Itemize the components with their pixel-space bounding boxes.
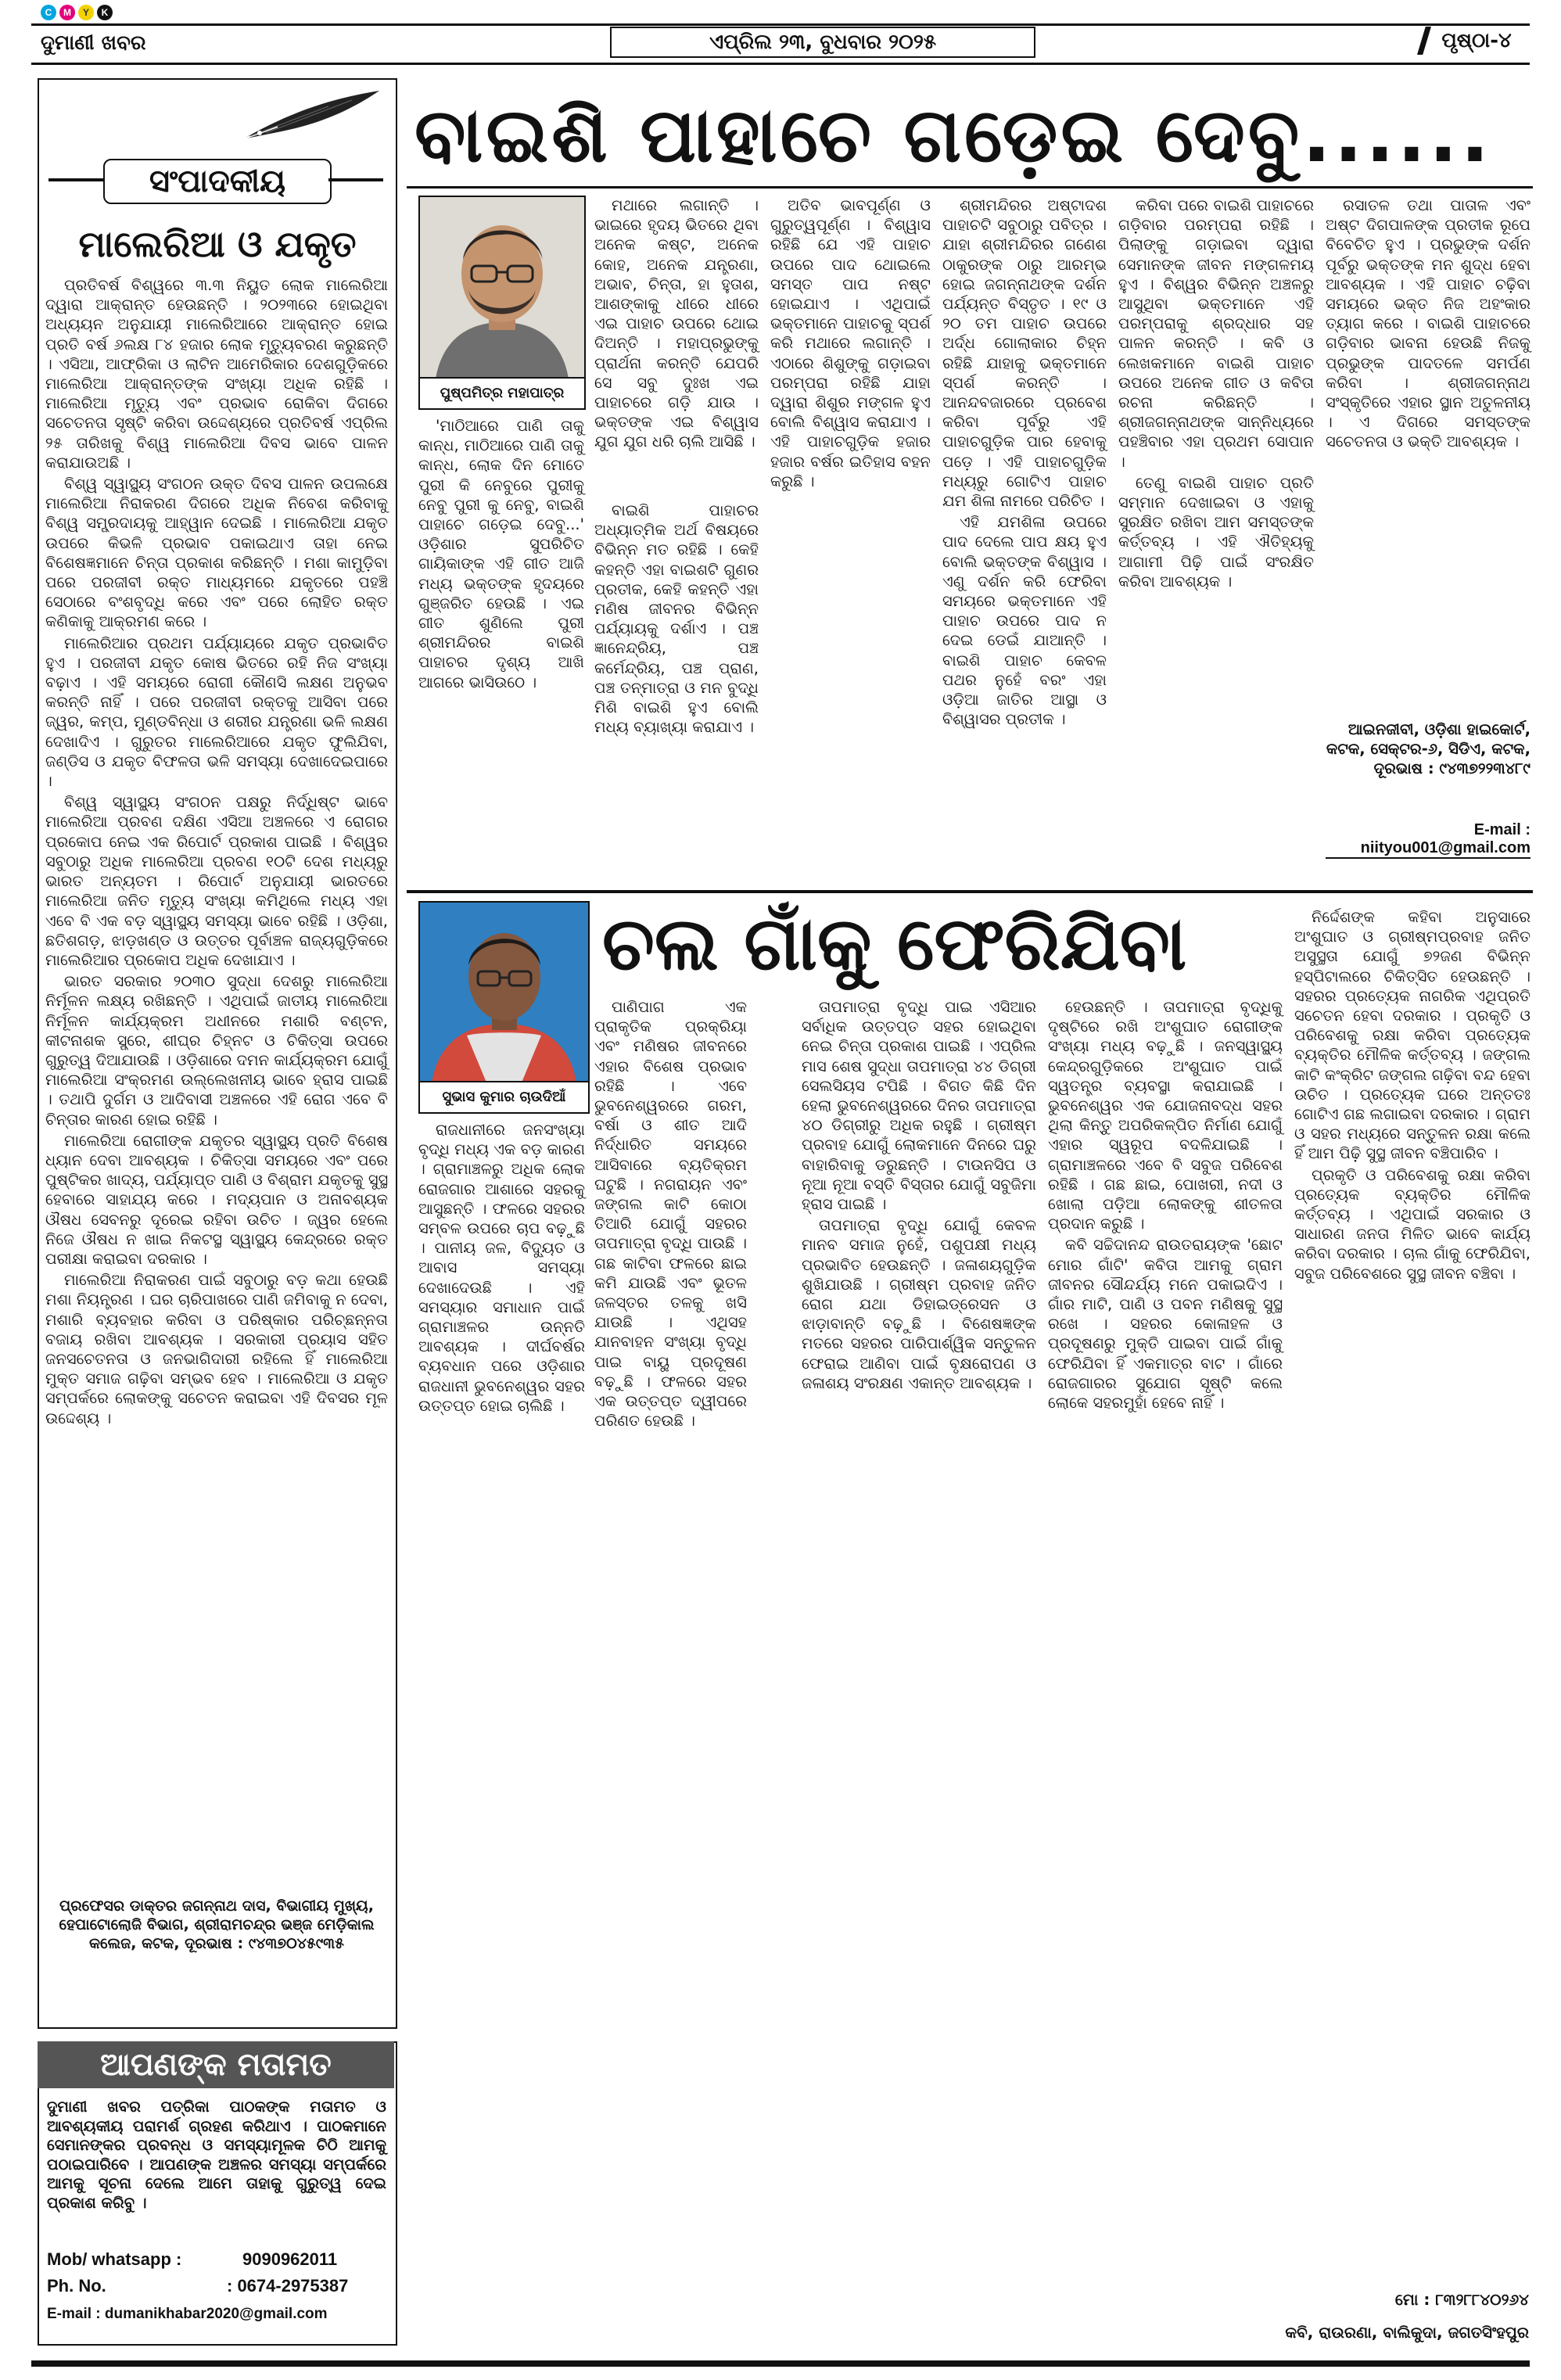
opinion-text: ଦୁମାଣୀ ଖବର ପତ୍ରିକା ପାଠକଙ୍କ ମତାମତ ଓ ଆବଶ୍ୟକୀୟ ପରାମର୍ଶ ଗ୍ରହଣ କରିଥାଏ । ପାଠକମାନେ ସେମାନଙ୍କର ପ୍ରବନ୍ଧ ଓ ସମସ୍ୟାମୂଳକ ଚିଠି ଆମକୁ ପଠାଇପାରିବେ । ଆପଣଙ୍କ ଅଞ୍ଚଳର ସମସ୍ୟା ସମ୍ପର୍କରେ ଆମକୁ ସୂଚନା ଦେଲେ ଆମେ ତାହାକୁ ଗୁରୁତ୍ୱ ଦେଇ ପ୍ରକାଶ କରିବୁ । [47,2098,386,2212]
article1-author-address: ଆଇନଜୀବୀ, ଓଡ଼ିଶା ହାଇକୋର୍ଟ, କଟକ, ସେକ୍ଟର-୬, ସିଡିଏ, କଟକ, ଦୂରଭାଷ : ୯୪୩୭୨୨୩୪୮୯ [1326,720,1530,778]
article1-col3 [942,196,1107,731]
editorial-banner [48,145,383,215]
article1-headline-rule [407,186,1533,188]
issue-date: ଏପ୍ରିଲ ୨୩, ବୁଧବାର ୨୦୨୫ [610,27,1035,58]
article1-paragraph: ଶ୍ରୀମନ୍ଦିରର ଅଷ୍ଟାଦଶ ପାହାଚଟି ସବୁଠାରୁ ପବିତ୍ର । ଯାହା ଶ୍ରୀମନ୍ଦିରର ଗଣେଶ ଠାକୁରଙ୍କ ଠାରୁ ଆରମ୍ଭ ହୋଇ ଜଗନ୍ନାଥଙ୍କ ଦର୍ଶନ ପର୍ଯ୍ୟନ୍ତ ବିସ୍ତୃତ । ୧୯ ଓ ୨୦ ତମ ପାହାଚ ଉପରେ ଅର୍ଦ୍ଧ ଗୋଲାକାର ଚିହ୍ନ ରହିଛି ଯାହାକୁ ଭକ୍ତମାନେ ସ୍ପର୍ଶ କରନ୍ତି । ଆନନ୍ଦବଜାରରେ ପ୍ରବେଶ କରିବା ପୂର୍ବରୁ ଏହି ପାହାଚଗୁଡ଼ିକ ପାର ହେବାକୁ ପଡ଼େ । ଏହି ପାହାଚଗୁଡ଼ିକ ମଧ୍ୟରୁ ଗୋଟିଏ ପାହାଚ ଯମ ଶିଳା ନାମରେ ପରିଚିତ । [942,196,1107,511]
article1-paragraph: ବାଇଶି ପାହାଚର ଅଧ୍ୟାତ୍ମିକ ଅର୍ଥ ବିଷୟରେ ବିଭିନ୍ନ ମତ ରହିଛି । କେହି କହନ୍ତି ଏହା ବାଇଶଟି ଗୁଣର ପ୍ରତୀକ, କେହି କହନ୍ତି ଏହା ମଣିଷ ଜୀବନର ବିଭିନ୍ନ ପର୍ଯ୍ୟାୟକୁ ଦର୍ଶାଏ । ପଞ୍ଚ ଜ୍ଞାନେନ୍ଦ୍ରିୟ, ପଞ୍ଚ କର୍ମେନ୍ଦ୍ରିୟ, ପଞ୍ଚ ପ୍ରାଣ, ପଞ୍ଚ ତନ୍ମାତ୍ରା ଓ ମନ ବୁଦ୍ଧି ମିଶି ବାଇଶି ହୁଏ ବୋଲି ମଧ୍ୟ ବ୍ୟାଖ୍ୟା କରାଯାଏ । [594,501,759,737]
page-number: ପୃଷ୍ଠା-୪ [1422,27,1531,55]
editorial-paragraph: ପ୍ରତିବର୍ଷ ବିଶ୍ୱରେ ୩.୩ ନିୟୁତ ଲୋକ ମାଲେରିଆ ଦ୍ୱାରା ଆକ୍ରାନ୍ତ ହେଉଛନ୍ତି । ୨୦୨୩ରେ ହୋଇଥିବା ଅଧ୍ୟୟନ ଅନୁଯାୟୀ ମାଲେରିଆରେ ଆକ୍ରାନ୍ତ ହୋଇ ପ୍ରତି ବର୍ଷ ୬ଲକ୍ଷ ୮୪ ହଜାର ଲୋକ ମୃତ୍ୟୁବରଣ କରୁଛନ୍ତି । ଏସିଆ, ଆଫ୍ରିକା ଓ ଲାଟିନ ଆମେରିକାର ଦେଶଗୁଡ଼ିକରେ ମାଲେରିଆ ଆକ୍ରାନ୍ତଙ୍କ ସଂଖ୍ୟା ଅଧିକ ରହିଛି । ମାଲେରିଆ ମୃତ୍ୟୁ ଏବଂ ପ୍ରଭାବ ରୋକିବା ଦିଗରେ ସଚେତନତା ସୃଷ୍ଟି କରିବା ଉଦ୍ଦେଶ୍ୟରେ ପ୍ରତିବର୍ଷ ଏପ୍ରିଲ ୨୫ ତାରିଖକୁ ବିଶ୍ୱ ମାଲେରିଆ ଦିବସ ଭାବେ ପାଳନ କରାଯାଉଅଛି । [45,276,388,472]
cmyk-magenta-dot: M [59,5,75,20]
article1-paragraph: ଅତିବ ଭାବପୂର୍ଣ୍ଣ ଓ ଗୁରୁତ୍ୱପୂର୍ଣ୍ଣ । ବିଶ୍ୱାସ ରହିଛି ଯେ ଏହି ପାହାଚ ଉପରେ ପାଦ ଥୋଇଲେ ସମସ୍ତ ପାପ ନଷ୍ଟ ହୋଇଯାଏ । ଏଥିପାଇଁ ଭକ୍ତମାନେ ପାହାଚକୁ ସ୍ପର୍ଶ କରି ମଥାରେ ଲଗାନ୍ତି । ଏଠାରେ ଶିଶୁଙ୍କୁ ଗଡ଼ାଇବା ପରମ୍ପରା ରହିଛି ଯାହା ଦ୍ୱାରା ଶିଶୁର ମଙ୍ଗଳ ହୁଏ ବୋଲି ବିଶ୍ୱାସ କରାଯାଏ । ଏହି ପାହାଚଗୁଡ଼ିକ ହଜାର ହଜାର ବର୍ଷର ଇତିହାସ ବହନ କରୁଛି । [770,196,931,490]
cmyk-yellow-dot: Y [78,5,94,20]
article2-photo-caption: ସୁଭାସ କୁମାର ଚାଉଦିଆଁ [420,1081,588,1112]
article2-paragraph: ନିର୍ଦ୍ଦେଶଙ୍କ କହିବା ଅନୁସାରେ ଅଂଶୁଘାତ ଓ ଗ୍ରୀଷ୍ମପ୍ରବାହ ଜନିତ ଅସୁସ୍ଥତା ଯୋଗୁଁ ୭୨ଜଣ ବିଭିନ୍ନ ହସ୍ପିଟାଲରେ ଚିକିତ୍ସିତ ହେଉଛନ୍ତି । ସହରର ପ୍ରତ୍ୟେକ ନାଗରିକ ଏଥିପ୍ରତି ସଚେତନ ହେବା ଦରକାର । ପ୍ରକୃତି ଓ ପରିବେଶକୁ ରକ୍ଷା କରିବା ପ୍ରତ୍ୟେକ ବ୍ୟକ୍ତିର ମୌଳିକ କର୍ତ୍ତବ୍ୟ । ଜଙ୍ଗଲ କାଟି କଂକ୍ରିଟ ଜଙ୍ଗଲ ଗଢ଼ିବା ବନ୍ଦ ହେବା ଉଚିତ । ପ୍ରତ୍ୟେକ ଘରେ ଅନ୍ତତଃ ଗୋଟିଏ ଗଛ ଲଗାଇବା ଦରକାର । ଗ୍ରାମ ଓ ସହର ମଧ୍ୟରେ ସନ୍ତୁଳନ ରକ୍ଷା କଲେ ହିଁ ଆମ ପିଢ଼ି ସୁସ୍ଥ ଜୀବନ ବଞ୍ଚିପାରିବ । [1294,908,1530,1163]
paper-name: ଦୁମାଣୀ ଖବର [41,31,146,55]
email-label: E-mail : [47,2306,101,2322]
article1-paragraph: ମଥାରେ ଲଗାନ୍ତି । ଭାଇରେ ହୃଦୟ ଭିତରେ ଥିବା ଅନେକ କଷ୍ଟ, ଅନେକ କୋହ, ଅନେକ ଯନ୍ତ୍ରଣା, ଅଭାବ, ଚିନ୍ତା, ହା ହୁତାଶ, ଆଶଙ୍କାକୁ ଧୀରେ ଧୀରେ ଏଇ ପାହାଚ ଉପରେ ଥୋଇ ଦିଅନ୍ତି । ମହାପ୍ରଭୁଙ୍କୁ ପ୍ରାର୍ଥନା କରନ୍ତି ଯେପରି ସେ ସବୁ ଦୁଃଖ ଏଇ ପାହାଚରେ ଗଡ଼ି ଯାଉ । ଭକ୍ତଙ୍କ ଏଇ ବିଶ୍ୱାସ ଯୁଗ ଯୁଗ ଧରି ଚାଲି ଆସିଛି । [594,196,759,451]
masthead-bottom-rule [31,63,1530,65]
article1-author-photo [418,196,586,410]
article2-col1-continued [418,1120,585,1417]
contact-email [47,2306,328,2323]
editorial-signature: ପ୍ରଫେସର ଡାକ୍ତର ଜଗନ୍ନାଥ ଦାସ, ବିଭାଗୀୟ ମୁଖ୍ୟ, ହେପାଟୋଲୋଜି ବିଭାଗ, ଶ୍ରୀରାମଚନ୍ଦ୍ର ଭଞ୍ଜ ମେଡ଼ିକାଲ କଲେଜ, କଟକ, ଦୂରଭାଷ : ୯୪୩୭୦୪୫୯୩୫ [59,1897,375,1952]
article1-photo-caption: ପୁଷ୍ପମିତ୍ର ମହାପାତ୍ର [420,377,584,408]
author-portrait-image [420,903,588,1082]
phone-number[interactable]: : 0674-2975387 [227,2276,349,2296]
article2-paragraph: ରାଜଧାନୀରେ ଜନସଂଖ୍ୟା ବୃଦ୍ଧି ମଧ୍ୟ ଏକ ବଡ଼ କାରଣ । ଗ୍ରାମାଞ୍ଚଳରୁ ଅଧିକ ଲୋକ ରୋଜଗାର ଆଶାରେ ସହରକୁ ଆସୁଛନ୍ତି । ଫଳରେ ସହରର ସମ୍ବଳ ଉପରେ ଚାପ ବଢ଼ୁଛି । ପାନୀୟ ଜଳ, ବିଦ୍ୟୁତ ଓ ଆବାସ ସମସ୍ୟା ଦେଖାଦେଉଛି । ଏହି ସମସ୍ୟାର ସମାଧାନ ପାଇଁ ଗ୍ରାମାଞ୍ଚଳର ଉନ୍ନତି ଆବଶ୍ୟକ । ଦୀର୍ଘବର୍ଷର ବ୍ୟବଧାନ ପରେ ଓଡ଼ିଶାର ରାଜଧାନୀ ଭୁବନେଶ୍ୱର ସହର ଉତ୍ତପ୍ତ ହୋଇ ଚାଲିଛି । [418,1121,585,1415]
article1-col1b [418,416,584,694]
contact-phone [47,2276,349,2296]
editorial-label: ସଂପାଦକୀୟ [103,159,332,204]
editorial-paragraph: ବିଶ୍ୱ ସ୍ୱାସ୍ଥ୍ୟ ସଂଗଠନ ଉକ୍ତ ଦିବସ ପାଳନ ଉପଲକ୍ଷେ ମାଲେରିଆ ନିରାକରଣ ଦିଗରେ ଅଧିକ ନିବେଶ କରିବାକୁ ବିଶ୍ୱ ସମ୍ପ୍ରଦାୟକୁ ଆହ୍ୱାନ ଦେଇଛି । ମାଲେରିଆ ଯକୃତ ଉପରେ କିଭଳି ପ୍ରଭାବ ପକାଇଥାଏ ତାହା ନେଇ ବିଶେଷଜ୍ଞମାନେ ଚିନ୍ତା ପ୍ରକାଶ କରିଛନ୍ତି । ମଶା କାମୁଡ଼ିବା ପରେ ପରଜୀବୀ ରକ୍ତ ମାଧ୍ୟମରେ ଯକୃତରେ ପହଞ୍ଚି ସେଠାରେ ବଂଶବୃଦ୍ଧି କରେ ଏବଂ ପରେ ଲୋହିତ ରକ୍ତ କଣିକାକୁ ଆକ୍ରମଣ କରେ । [45,475,388,631]
article1-paragraph: ରସାତଳ ତଥା ପାତାଳ ଏବଂ ଅଷ୍ଟ ଦିଗପାଳଙ୍କ ପ୍ରତୀକ ରୂପେ ବିବେଚିତ ହୁଏ । ପ୍ରଭୁଙ୍କ ଦର୍ଶନ ପୂର୍ବରୁ ଭକ୍ତଙ୍କ ମନ ଶୁଦ୍ଧ ହେବା ଆବଶ୍ୟକ । ଏହି ପାହାଚ ଚଢ଼ିବା ସମୟରେ ଭକ୍ତ ନିଜ ଅହଂକାର ତ୍ୟାଗ କରେ । ବାଇଶି ପାହାଚରେ ଗଡ଼ିବାର ଭାବନା ହେଉଛି ନିଜକୁ ପ୍ରଭୁଙ୍କ ପାଦତଳେ ସମର୍ପଣ କରିବା । ଶ୍ରୀଜଗନ୍ନାଥ ସଂସ୍କୃତିରେ ଏହାର ସ୍ଥାନ ଅତୁଳନୀୟ । ଏ ଦିଗରେ ସମସ୍ତଙ୍କ ସଚେତନତା ଓ ଭକ୍ତି ଆବଶ୍ୟକ । [1326,196,1530,451]
contact-mobile [47,2249,338,2270]
article1-paragraph: କରିବା ପରେ ବାଇଶି ପାହାଚରେ ଗଡ଼ିବାର ପରମ୍ପରା ରହିଛି । ପିଲାଙ୍କୁ ଗଡ଼ାଇବା ଦ୍ୱାରା ସେମାନଙ୍କ ଜୀବନ ମଙ୍ଗଳମୟ ହୁଏ । ବିଶ୍ୱର ବିଭିନ୍ନ ଅଞ୍ଚଳରୁ ଆସୁଥିବା ଭକ୍ତମାନେ ଏହି ପରମ୍ପରାକୁ ଶ୍ରଦ୍ଧାର ସହ ପାଳନ କରନ୍ତି । କବି ଓ ଲେଖକମାନେ ବାଇଶି ପାହାଚ ଉପରେ ଅନେକ ଗୀତ ଓ କବିତା ରଚନା କରିଛନ୍ତି । ଶ୍ରୀଜଗନ୍ନାଥଙ୍କ ସାନ୍ନିଧ୍ୟରେ ପହଞ୍ଚିବାର ଏହା ପ୍ରଥମ ସୋପାନ । [1118,196,1314,471]
article2-paragraph: ତାପମାତ୍ରା ବୃଦ୍ଧି ପାଇ ଏସିଆର ସର୍ବାଧିକ ଉତ୍ତପ୍ତ ସହର ହୋଇଥିବା ନେଇ ଚିନ୍ତା ପ୍ରକାଶ ପାଇଛି । ଏପ୍ରିଲ ମାସ ଶେଷ ସୁଦ୍ଧା ତାପମାତ୍ରା ୪୪ ଡିଗ୍ରୀ ସେଲସିୟସ ଟପିଛି । ବିଗତ କିଛି ଦିନ ହେଲା ଭୁବନେଶ୍ୱରରେ ଦିନର ତାପମାତ୍ରା ୪୦ ଡିଗ୍ରୀରୁ ଅଧିକ ରହୁଛି । ଗ୍ରୀଷ୍ମ ପ୍ରବାହ ଯୋଗୁଁ ଲୋକମାନେ ଦିନରେ ଘରୁ ବାହାରିବାକୁ ଡରୁଛନ୍ତି । ଟାଉନସିପ ଓ ନୂଆ ନୂଆ ବସ୍ତି ବିସ୍ତାର ଯୋଗୁଁ ସବୁଜିମା ହ୍ରାସ ପାଇଛି । [802,998,1036,1214]
article2-author-phone[interactable]: ମୋ : ୮୩୨୮୮୪୦୨୬୪ [1394,2290,1529,2309]
article2-col3 [1048,997,1283,1414]
email-address[interactable]: dumanikhabar2020@gmail.com [104,2306,328,2322]
editorial-body [45,275,388,1430]
article2-author-photo [418,901,590,1114]
article1-col4 [1118,196,1314,593]
article1-col2 [770,196,931,493]
article1-headline: ବାଇଶି ପାହାଚେ ଗଡ଼େଇ ଦେବୁ...... [414,92,1493,179]
article2-col1 [594,997,747,1432]
mobile-number[interactable]: 9090962011 [242,2249,338,2269]
editorial-paragraph: ମାଲେରିଆ ନିରାକରଣ ପାଇଁ ସବୁଠାରୁ ବଡ଼ କଥା ହେଉଛି ମଶା ନିୟନ୍ତ୍ରଣ । ଘର ଚାରିପାଖରେ ପାଣି ଜମିବାକୁ ନ ଦେବା, ମଶାରି ବ୍ୟବହାର କରିବା ଓ ପରିଷ୍କାର ପରିଚ୍ଛନ୍ନତା ବଜାୟ ରଖିବା ଆବଶ୍ୟକ । ସରକାରୀ ପ୍ରୟାସ ସହିତ ଜନସଚେତନତା ଓ ଜନଭାଗିଦାରୀ ରହିଲେ ହିଁ ମାଲେରିଆ ମୁକ୍ତ ସମାଜ ଗଢ଼ିବା ସମ୍ଭବ ହେବ । ମାଲେରିଆ ଓ ଯକୃତ ସମ୍ପର୍କରେ ଲୋକଙ୍କୁ ସଚେତନ କରାଇବା ଏହି ଦିବସର ମୂଳ ଉଦ୍ଦେଶ୍ୟ । [45,1271,388,1427]
editorial-paragraph: ମାଲେରିଆ ରୋଗୀଙ୍କ ଯକୃତର ସ୍ୱାସ୍ଥ୍ୟ ପ୍ରତି ବିଶେଷ ଧ୍ୟାନ ଦେବା ଆବଶ୍ୟକ । ଚିକିତ୍ସା ସମୟରେ ଏବଂ ପରେ ପୁଷ୍ଟିକର ଖାଦ୍ୟ, ପର୍ଯ୍ୟାପ୍ତ ପାଣି ଓ ବିଶ୍ରାମ ଯକୃତକୁ ସୁସ୍ଥ ହେବାରେ ସାହାଯ୍ୟ କରେ । ମଦ୍ୟପାନ ଓ ଅନାବଶ୍ୟକ ଔଷଧ ସେବନରୁ ଦୂରେଇ ରହିବା ଉଚିତ । ଜ୍ୱର ହେଲେ ନିଜେ ଔଷଧ ନ ଖାଇ ନିକଟସ୍ଥ ସ୍ୱାସ୍ଥ୍ୟ କେନ୍ଦ୍ରରେ ରକ୍ତ ପରୀକ୍ଷା କରାଇବା ଦରକାର । [45,1131,388,1268]
article2-col2 [802,997,1036,1395]
author-portrait-image [420,197,584,379]
article1-email[interactable]: niityou001@gmail.com [1326,839,1530,859]
banner-rule-right [328,178,383,181]
article2-headline: ଚଲ ଗାଁକୁ ଫେରିଯିବା [602,902,1187,987]
article1-paragraph: 'ମାଠିଆରେ ପାଣି ତାକୁ କାନ୍ଧ, ମାଠିଆରେ ପାଣି ତାକୁ କାନ୍ଧ, ଲୋକ ଦିନ ମୋତେ ପୁରୀ କି ନେବୁରେ ପୁରୀକୁ ନେବୁ ପୁରୀ କୁ ନେବୁ, ବାଇଶି ପାହାଚେ ଗଡ଼େଇ ଦେବୁ...' ଓଡ଼ିଶାର ସୁପରିଚିତ ଗାୟିକାଙ୍କ ଏହି ଗୀତ ଆଜି ମଧ୍ୟ ଭକ୍ତଙ୍କ ହୃଦୟରେ ଗୁଞ୍ଜରିତ ହେଉଛି । ଏଇ ଗୀତ ଶୁଣିଲେ ପୁରୀ ଶ୍ରୀମନ୍ଦିରର ବାଇଶି ପାହାଚର ଦୃଶ୍ୟ ଆଖି ଆଗରେ ଭାସିଉଠେ । [418,417,584,691]
article2-author-info [1220,2290,1529,2342]
article1-author-info [1326,720,1530,779]
editorial-paragraph: ବିଶ୍ୱ ସ୍ୱାସ୍ଥ୍ୟ ସଂଗଠନ ପକ୍ଷରୁ ନିର୍ଦ୍ଧିଷ୍ଟ ଭାବେ ମାଲେରିଆ ପ୍ରବଣ ଦକ୍ଷିଣ ଏସିଆ ଅଞ୍ଚଳରେ ଏ ରୋଗର ପ୍ରକୋପ ନେଇ ଏକ ରିପୋର୍ଟ ପ୍ରକାଶ ପାଇଛି । ବିଶ୍ୱର ସବୁଠାରୁ ଅଧିକ ମାଲେରିଆ ପ୍ରବଣ ୧୦ଟି ଦେଶ ମଧ୍ୟରୁ ଭାରତ ଅନ୍ୟତମ । ରିପୋର୍ଟ ଅନୁଯାୟୀ ଭାରତରେ ମାଲେରିଆ ଜନିତ ମୃତ୍ୟୁ ସଂଖ୍ୟା କମିଥିଲେ ମଧ୍ୟ ଏହା ଏବେ ବି ଏକ ବଡ଼ ସ୍ୱାସ୍ଥ୍ୟ ସମସ୍ୟା ଭାବେ ରହିଛି । ଓଡ଼ିଶା, ଛତିଶଗଡ଼, ଝାଡ଼ଖଣ୍ଡ ଓ ଉତ୍ତର ପୂର୍ବାଞ୍ଚଳ ରାଜ୍ୟଗୁଡ଼ିକରେ ମାଲେରିଆର ପ୍ରକୋପ ଅଧିକ ଦେଖାଯାଏ । [45,793,388,969]
article1-col1c [594,501,759,738]
opinion-heading: ଆପଣଙ୍କ ମତାମତ [38,2041,394,2088]
article2-paragraph: ତାପମାତ୍ରା ବୃଦ୍ଧି ଯୋଗୁଁ କେବଳ ମାନବ ସମାଜ ନୁହେଁ, ପଶୁପକ୍ଷୀ ମଧ୍ୟ ପ୍ରଭାବିତ ହେଉଛନ୍ତି । ଜଳାଶୟଗୁଡ଼ିକ ଶୁଖିଯାଉଛି । ଗ୍ରୀଷ୍ମ ପ୍ରବାହ ଜନିତ ରୋଗ ଯଥା ଡିହାଇଡ୍ରେସନ ଓ ଝାଡ଼ାବାନ୍ତି ବଢ଼ୁଛି । ବିଶେଷଜ୍ଞଙ୍କ ମତରେ ସହରର ପାରିପାର୍ଶ୍ୱିକ ସନ୍ତୁଳନ ଫେରାଇ ଆଣିବା ପାଇଁ ବୃକ୍ଷରୋପଣ ଓ ଜଳାଶୟ ସଂରକ୍ଷଣ ଏକାନ୍ତ ଆବଶ୍ୟକ । [802,1216,1036,1392]
phone-label: Ph. No. [47,2276,106,2296]
article2-col4 [1294,907,1530,1285]
editorial-paragraph: ଭାରତ ସରକାର ୨୦୩୦ ସୁଦ୍ଧା ଦେଶରୁ ମାଲେରିଆ ନିର୍ମୂଳନ ଲକ୍ଷ୍ୟ ରଖିଛନ୍ତି । ଏଥିପାଇଁ ଜାତୀୟ ମାଲେରିଆ ନିର୍ମୂଳନ କାର୍ଯ୍ୟକ୍ରମ ଅଧୀନରେ ମଶାରି ବଣ୍ଟନ, କୀଟନାଶକ ସ୍ପ୍ରେ, ଶୀଘ୍ର ଚିହ୍ନଟ ଓ ଚିକିତ୍ସା ଉପରେ ଗୁରୁତ୍ୱ ଦିଆଯାଉଛି । ଓଡ଼ିଶାରେ ଦମନ କାର୍ଯ୍ୟକ୍ରମ ଯୋଗୁଁ ମାଲେରିଆ ସଂକ୍ରମଣ ଉଲ୍ଲେଖନୀୟ ଭାବେ ହ୍ରାସ ପାଇଛି । ତଥାପି ଦୁର୍ଗମ ଓ ଆଦିବାସୀ ଅଞ୍ଚଳରେ ଏହି ରୋଗ ଏବେ ବି ଚିନ୍ତାର କାରଣ ହୋଇ ରହିଛି । [45,972,388,1129]
article2-paragraph: ହେଉଛନ୍ତି । ତାପମାତ୍ରା ବୃଦ୍ଧିକୁ ଦୃଷ୍ଟିରେ ରଖି ଅଂଶୁଘାତ ରୋଗୀଙ୍କ ସଂଖ୍ୟା ମଧ୍ୟ ବଢ଼ୁଛି । ଜନସ୍ୱାସ୍ଥ୍ୟ କେନ୍ଦ୍ରଗୁଡ଼ିକରେ ଅଂଶୁଘାତ ପାଇଁ ସ୍ୱତନ୍ତ୍ର ବ୍ୟବସ୍ଥା କରାଯାଇଛି । ଭୁବନେଶ୍ୱର ଏକ ଯୋଜନାବଦ୍ଧ ସହର ଥିଲା କିନ୍ତୁ ଅପରିକଳ୍ପିତ ନିର୍ମାଣ ଯୋଗୁଁ ଏହାର ସ୍ୱରୂପ ବଦଳିଯାଇଛି । ଗ୍ରାମାଞ୍ଚଳରେ ଏବେ ବି ସବୁଜ ପରିବେଶ ରହିଛି । ଗଛ ଛାଇ, ପୋଖରୀ, ନଦୀ ଓ ଖୋଲା ପଡ଼ିଆ ଲୋକଙ୍କୁ ଶୀତଳତା ପ୍ରଦାନ କରୁଛି । [1048,998,1283,1233]
article2-author-address: କବି, ରାଉରଣା, ବାଲିକୁଦା, ଜଗତସିଂହପୁର [1285,2323,1529,2342]
article1-email-label: E-mail : [1473,821,1530,838]
article1-paragraph: ଏହି ଯମଶିଳା ଉପରେ ପାଦ ଦେଲେ ପାପ କ୍ଷୟ ହୁଏ ବୋଲି ଭକ୍ତଙ୍କ ବିଶ୍ୱାସ । ଏଣୁ ଦର୍ଶନ କରି ଫେରିବା ସମୟରେ ଭକ୍ତମାନେ ଏହି ପାହାଚ ଉପରେ ପାଦ ନ ଦେଇ ଡେଇଁ ଯାଆନ୍ତି । ବାଇଶି ପାହାଚ କେବଳ ପଥର ନୁହେଁ ବରଂ ଏହା ଓଡ଼ିଆ ଜାତିର ଆସ୍ଥା ଓ ବିଶ୍ୱାସର ପ୍ରତୀକ । [942,513,1107,729]
cmyk-registration-marks [41,5,113,20]
article2-paragraph: ପାଣିପାଗ ଏକ ପ୍ରାକୃତିକ ପ୍ରକ୍ରିୟା ଏବଂ ମଣିଷର ଜୀବନରେ ଏହାର ବିଶେଷ ପ୍ରଭାବ ରହିଛି । ଏବେ ଭୁବନେଶ୍ୱରରେ ଗରମ, ବର୍ଷା ଓ ଶୀତ ଆଦି ନିର୍ଦ୍ଧାରିତ ସମୟରେ ଆସିବାରେ ବ୍ୟତିକ୍ରମ ଘଟୁଛି । ନଗରାୟନ ଏବଂ ଜଙ୍ଗଲ କାଟି କୋଠା ତିଆରି ଯୋଗୁଁ ସହରର ତାପମାତ୍ରା ବୃଦ୍ଧି ପାଉଛି । ଗଛ କାଟିବା ଫଳରେ ଛାଇ କମି ଯାଉଛି ଏବଂ ଭୂତଳ ଜଳସ୍ତର ତଳକୁ ଖସି ଯାଉଛି । ଏଥିସହ ଯାନବାହନ ସଂଖ୍ୟା ବୃଦ୍ଧି ପାଇ ବାୟୁ ପ୍ରଦୂଷଣ ବଢ଼ୁଛି । ଫଳରେ ସହର ଏକ ଉତ୍ତପ୍ତ ଦ୍ୱୀପରେ ପରିଣତ ହେଉଛି । [594,998,747,1431]
editorial-title: ମାଲେରିଆ ଓ ଯକୃତ [78,223,357,265]
banner-rule-left [48,178,103,181]
article1-col5 [1326,196,1530,454]
cmyk-black-dot: K [97,5,113,20]
mobile-label: Mob/ whatsapp : [47,2249,182,2269]
editorial-paragraph: ମାଲେରିଆର ପ୍ରଥମ ପର୍ଯ୍ୟାୟରେ ଯକୃତ ପ୍ରଭାବିତ ହୁଏ । ପରଜୀବୀ ଯକୃତ କୋଷ ଭିତରେ ରହି ନିଜ ସଂଖ୍ୟା ବଢ଼ାଏ । ଏହି ସମୟରେ ରୋଗୀ କୌଣସି ଲକ୍ଷଣ ଅନୁଭବ କରନ୍ତି ନାହିଁ । ପରେ ପରଜୀବୀ ରକ୍ତକୁ ଆସିବା ପରେ ଜ୍ୱର, କମ୍ପ, ମୁଣ୍ଡବିନ୍ଧା ଓ ଶରୀର ଯନ୍ତ୍ରଣା ଭଳି ଲକ୍ଷଣ ଦେଖାଦିଏ । ଗୁରୁତର ମାଲେରିଆରେ ଯକୃତ ଫୁଲିଯିବା, ଜଣ୍ଡିସ ଓ ଯକୃତ ବିଫଳତା ଭଳି ସମସ୍ୟା ଦେଖାଦେଇପାରେ । [45,634,388,791]
article2-paragraph: ପ୍ରକୃତି ଓ ପରିବେଶକୁ ରକ୍ଷା କରିବା ପ୍ରତ୍ୟେକ ବ୍ୟକ୍ତିର ମୌଳିକ କର୍ତ୍ତବ୍ୟ । ଏଥିପାଇଁ ସରକାର ଓ ସାଧାରଣ ଜନତା ମିଳିତ ଭାବେ କାର୍ଯ୍ୟ କରିବା ଦରକାର । ଚାଲ ଗାଁକୁ ଫେରିଯିବା, ସବୁଜ ପରିବେଶରେ ସୁସ୍ଥ ଜୀବନ ବଞ୍ଚିବା । [1294,1165,1530,1283]
quill-pen-icon [235,86,383,145]
article1-paragraph: ତେଣୁ ବାଇଶି ପାହାଚ ପ୍ରତି ସମ୍ମାନ ଦେଖାଇବା ଓ ଏହାକୁ ସୁରକ୍ଷିତ ରଖିବା ଆମ ସମସ୍ତଙ୍କ କର୍ତ୍ତବ୍ୟ । ଏହି ଐତିହ୍ୟକୁ ଆଗାମୀ ପିଢ଼ି ପାଇଁ ସଂରକ୍ଷିତ କରିବା ଆବଶ୍ୟକ । [1118,473,1314,591]
article1-email-line [1326,821,1530,859]
masthead-top-rule [31,23,1530,26]
page-bottom-rule [31,2360,1530,2367]
article2-paragraph: କବି ସଚ୍ଚିଦାନନ୍ଦ ରାଉତରାୟଙ୍କ 'ଛୋଟ ମୋର ଗାଁଟି' କବିତା ଆମକୁ ଗ୍ରାମ ଜୀବନର ସୌନ୍ଦର୍ଯ୍ୟ ମନେ ପକାଇଦିଏ । ଗାଁର ମାଟି, ପାଣି ଓ ପବନ ମଣିଷକୁ ସୁସ୍ଥ ରଖେ । ସହରର କୋଳାହଳ ଓ ପ୍ରଦୂଷଣରୁ ମୁକ୍ତି ପାଇବା ପାଇଁ ଗାଁକୁ ଫେରିଯିବା ହିଁ ଏକମାତ୍ର ବାଟ । ଗାଁରେ ରୋଜଗାରର ସୁଯୋଗ ସୃଷ୍ଟି କଲେ ଲୋକେ ସହରମୁହାଁ ହେବେ ନାହିଁ । [1048,1236,1283,1413]
cmyk-cyan-dot: C [41,5,56,20]
article1-col1 [594,196,759,454]
article-divider [407,890,1533,893]
